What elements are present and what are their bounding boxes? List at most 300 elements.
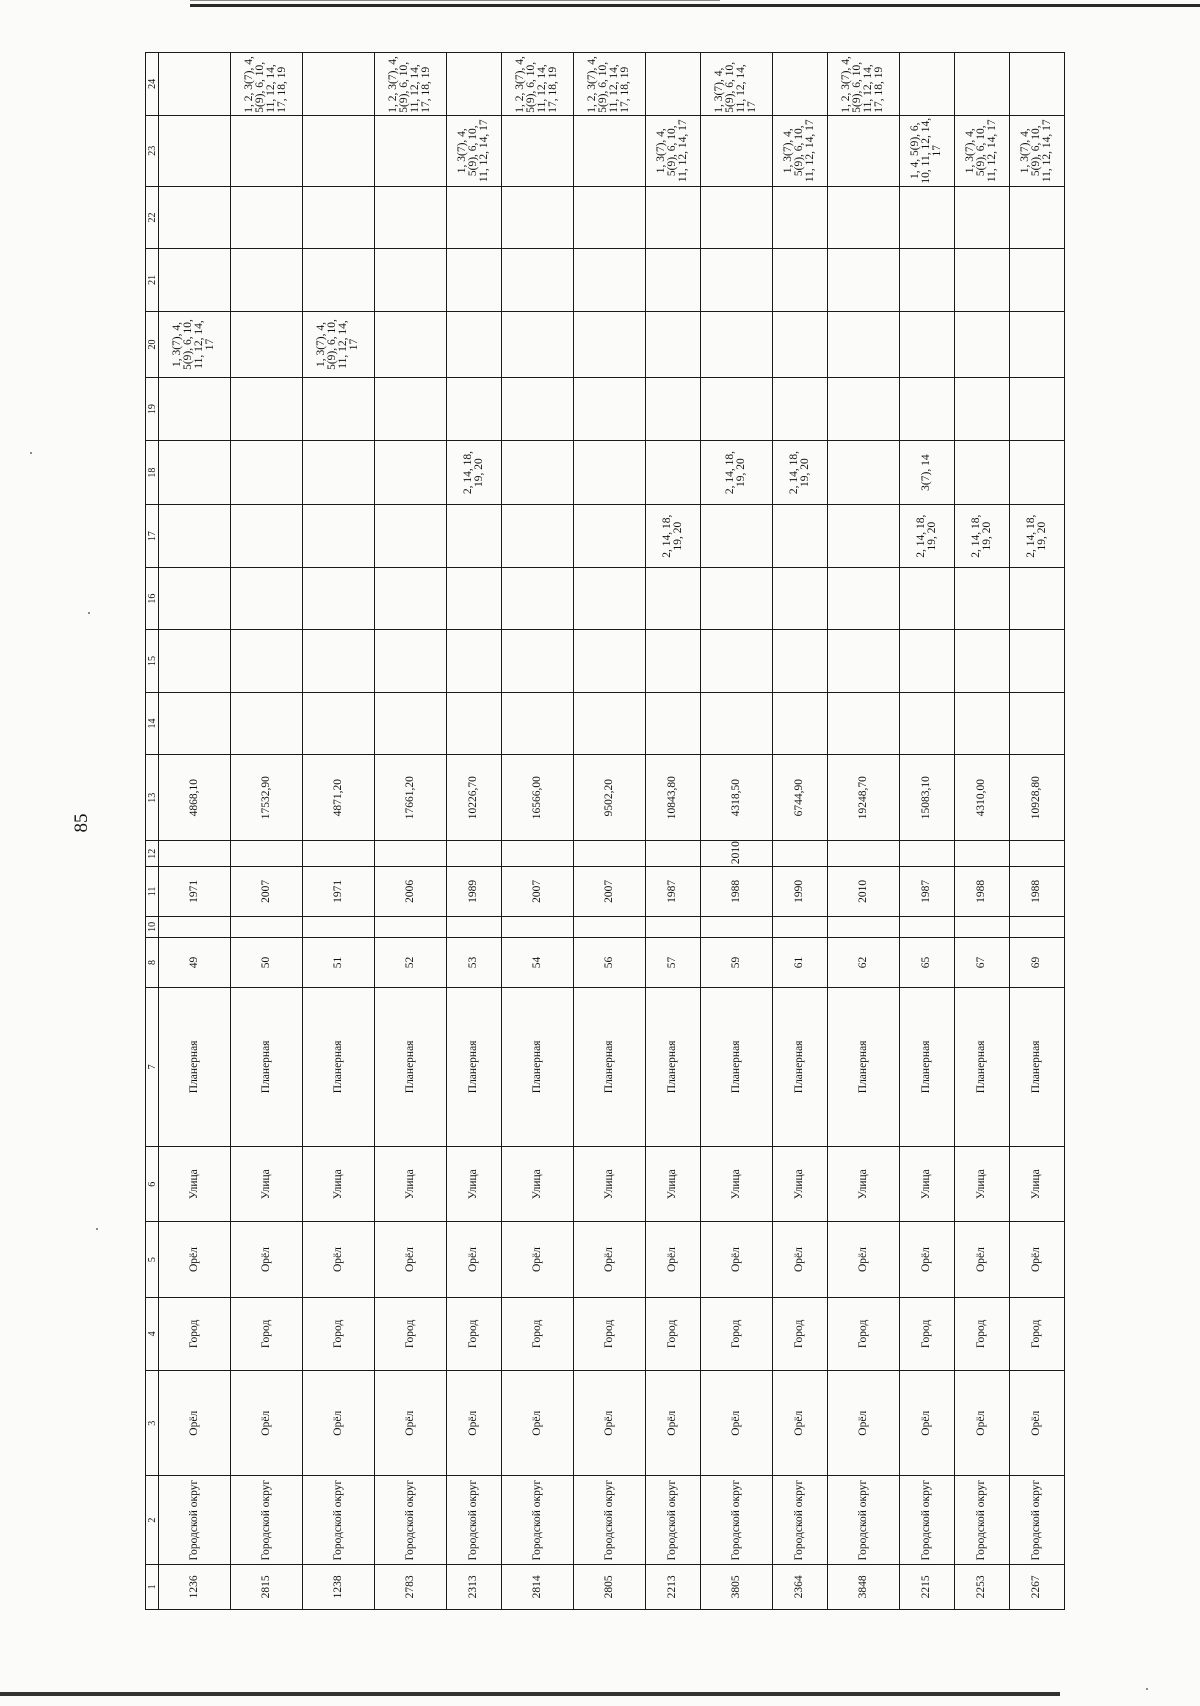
table-cell [573,841,645,867]
table-cell: Планерная [700,987,772,1146]
column-header: 11 [146,867,159,917]
table-cell: 1987 [899,867,954,917]
table-cell [1009,440,1064,505]
table-cell: Город [573,1297,645,1370]
table-cell: Орёл [1009,1222,1064,1297]
table-cell: 1989 [446,867,501,917]
table-cell: 1, 3(7), 4, 5(9), 6, 10, 11, 12, 14, 17 [645,115,700,186]
table-cell: 2783 [374,1564,446,1609]
table-cell [573,186,645,248]
table-cell [230,115,302,186]
column-header: 4 [146,1297,159,1370]
table-cell [1009,692,1064,754]
table-cell: Планерная [954,987,1009,1146]
table-cell [302,505,374,567]
table-cell [159,505,231,567]
table-cell [827,916,899,938]
table-cell [1009,841,1064,867]
table-cell [954,440,1009,505]
column-header: 14 [146,692,159,754]
table-cell [501,841,573,867]
table-cell [772,311,827,378]
table-cell: 3(7), 14 [899,440,954,505]
table-cell: Городской округ [501,1476,573,1564]
table-cell: Городской округ [827,1476,899,1564]
table-cell: 1, 2, 3(7), 4, 5(9), 6, 10, 11, 12, 14, 17, 18, 19 [501,53,573,116]
table-cell: 53 [446,938,501,988]
table-cell [446,630,501,692]
column-header: 18 [146,440,159,505]
table-cell: 62 [827,938,899,988]
column-header: 20 [146,311,159,378]
table-cell: Планерная [230,987,302,1146]
table-cell [954,249,1009,311]
table-cell: 10226,70 [446,755,501,841]
table-cell [645,249,700,311]
table-cell [827,115,899,186]
table-cell [230,630,302,692]
table-cell [700,249,772,311]
table-row [899,53,954,1610]
table-cell: 1, 3(7), 4, 5(9), 6, 10, 11, 12, 14, 17 [446,115,501,186]
table-cell [827,311,899,378]
table-cell: Улица [827,1147,899,1222]
table-cell: 51 [302,938,374,988]
table-cell: Город [1009,1297,1064,1370]
table-cell [700,186,772,248]
table-cell [374,186,446,248]
table-cell [501,115,573,186]
table-cell [1009,311,1064,378]
table-cell: Орёл [954,1370,1009,1476]
table-cell [374,630,446,692]
table-cell: Город [772,1297,827,1370]
column-header: 3 [146,1370,159,1476]
table-cell [374,567,446,629]
table-cell [501,311,573,378]
column-header: 19 [146,378,159,440]
table-cell: Улица [645,1147,700,1222]
table-cell [1009,567,1064,629]
table-cell [446,567,501,629]
column-header: 13 [146,755,159,841]
table-cell [827,567,899,629]
table-cell: 4310,00 [954,755,1009,841]
scan-edge-line [0,1692,1060,1696]
table-cell: Орёл [302,1222,374,1297]
table-cell: 3805 [700,1564,772,1609]
table-cell [302,115,374,186]
table-cell [772,630,827,692]
table-cell: Улица [501,1147,573,1222]
table-cell [772,186,827,248]
table-cell [230,378,302,440]
table-cell: 59 [700,938,772,988]
table-cell [827,630,899,692]
table-cell [446,692,501,754]
table-cell [645,311,700,378]
table-cell: 1, 2, 3(7), 4, 5(9), 6, 10, 11, 12, 14, 17, 18, 19 [573,53,645,116]
table-cell [159,378,231,440]
table-cell: 15083,10 [899,755,954,841]
table-cell [446,841,501,867]
table-cell [645,186,700,248]
table-cell [374,692,446,754]
table-cell [645,841,700,867]
table-cell [159,440,231,505]
table-cell [1009,916,1064,938]
table-cell [1009,186,1064,248]
table-cell: 65 [899,938,954,988]
table-cell: Город [230,1297,302,1370]
table-cell: 2007 [573,867,645,917]
table-cell [230,505,302,567]
table-cell: 1, 3(7), 4, 5(9), 6, 10, 11, 12, 14, 17 [772,115,827,186]
table-cell [446,186,501,248]
table-cell: 1, 3(7), 4, 5(9), 6, 10, 11, 12, 14, 17 [302,311,374,378]
table-cell: 9502,20 [573,755,645,841]
table-cell [645,378,700,440]
column-header: 21 [146,249,159,311]
table-cell: Орёл [230,1222,302,1297]
table-cell [700,630,772,692]
table-cell: 1, 4, 5(9), 6, 10, 11, 12, 14, 17 [899,115,954,186]
column-header: 2 [146,1476,159,1564]
table-cell [899,311,954,378]
table-cell: Планерная [573,987,645,1146]
table-cell [302,692,374,754]
table-cell [302,841,374,867]
table-cell [899,692,954,754]
table-cell [159,916,231,938]
table-cell: Орёл [700,1222,772,1297]
table-cell [827,378,899,440]
scan-speck [30,452,32,454]
table-cell [302,916,374,938]
table-cell: 2805 [573,1564,645,1609]
table-cell [899,567,954,629]
table-cell [954,311,1009,378]
table-cell: Орёл [645,1370,700,1476]
table-cell [230,916,302,938]
table-cell [700,311,772,378]
table-cell: 49 [159,938,231,988]
table-row [954,53,1009,1610]
table-row [827,53,899,1610]
table-cell [954,186,1009,248]
table-cell: 17532,90 [230,755,302,841]
table-cell [827,505,899,567]
table-cell [772,249,827,311]
table-cell [645,916,700,938]
table-cell: 2364 [772,1564,827,1609]
table-cell: 1238 [302,1564,374,1609]
table-cell [954,378,1009,440]
scan-speck [1146,1688,1148,1690]
table-cell: Улица [700,1147,772,1222]
table-cell [772,567,827,629]
table-cell: Орёл [501,1370,573,1476]
table-cell [772,916,827,938]
table-cell: Город [159,1297,231,1370]
table-row [645,53,700,1610]
column-header: 17 [146,505,159,567]
table-cell [772,841,827,867]
table-cell [230,841,302,867]
table-cell [159,186,231,248]
column-header: 10 [146,916,159,938]
table-cell [700,378,772,440]
table-cell [374,505,446,567]
table-cell [501,186,573,248]
table-cell: Орёл [159,1370,231,1476]
table-cell [954,916,1009,938]
table-cell [573,692,645,754]
table-cell: 4868,10 [159,755,231,841]
column-header: 16 [146,567,159,629]
table-cell: 3848 [827,1564,899,1609]
table-cell [954,692,1009,754]
table-cell: Городской округ [954,1476,1009,1564]
table-cell: 2, 14, 18, 19, 20 [645,505,700,567]
table-cell [302,630,374,692]
table-cell: 2253 [954,1564,1009,1609]
table-cell: 2010 [827,867,899,917]
column-header: 23 [146,115,159,186]
table-cell: Улица [302,1147,374,1222]
table-row [772,53,827,1610]
table-cell [302,53,374,116]
table-cell: Город [645,1297,700,1370]
table-cell [700,692,772,754]
table-cell: 69 [1009,938,1064,988]
table-cell: 1988 [1009,867,1064,917]
table-cell: Городской округ [1009,1476,1064,1564]
table-cell: 17661,20 [374,755,446,841]
table-cell [899,249,954,311]
table-row [1009,53,1064,1610]
table-cell [501,505,573,567]
table-row [700,53,772,1610]
column-header: 12 [146,841,159,867]
table-cell: Город [501,1297,573,1370]
table-cell [827,692,899,754]
scan-speck [88,612,90,614]
table-cell [645,692,700,754]
table-cell: 2, 14, 18, 19, 20 [772,440,827,505]
table-cell: 2007 [230,867,302,917]
table-cell: Улица [899,1147,954,1222]
table-cell: Планерная [827,987,899,1146]
table-cell: 19248,70 [827,755,899,841]
table-cell: Город [302,1297,374,1370]
table-cell [374,916,446,938]
table-cell [899,916,954,938]
table-cell [573,505,645,567]
table-cell [230,440,302,505]
table-cell [899,186,954,248]
table-cell: Планерная [374,987,446,1146]
table-cell: 2313 [446,1564,501,1609]
table-cell: 1, 2, 3(7), 4, 5(9), 6, 10, 11, 12, 14, 17, 18, 19 [827,53,899,116]
table-cell [700,567,772,629]
table-cell [827,440,899,505]
table-cell [573,249,645,311]
table-cell [573,567,645,629]
table-cell: 1, 3(7), 4, 5(9), 6, 10, 11, 12, 14, 17 [1009,115,1064,186]
table-cell: Город [899,1297,954,1370]
table-cell: Город [700,1297,772,1370]
table-cell [645,630,700,692]
table-row [446,53,501,1610]
table-cell: Городской округ [230,1476,302,1564]
table-cell [230,311,302,378]
table-cell: Городской округ [159,1476,231,1564]
table-cell [501,378,573,440]
table-cell: Орёл [374,1222,446,1297]
table-cell [230,249,302,311]
table-cell [159,115,231,186]
table-cell [573,440,645,505]
table-cell: Орёл [501,1222,573,1297]
table-cell [954,841,1009,867]
table-cell: 4871,20 [302,755,374,841]
column-header: 8 [146,938,159,988]
table-cell [1009,53,1064,116]
table-cell: Городской округ [899,1476,954,1564]
table-cell: Город [827,1297,899,1370]
table-cell: 50 [230,938,302,988]
table-cell: Орёл [700,1370,772,1476]
table-cell [573,378,645,440]
table-cell [446,53,501,116]
table-cell [159,249,231,311]
table-cell: Орёл [446,1222,501,1297]
table-cell: Планерная [645,987,700,1146]
table-body [159,53,1065,1610]
table-cell: Планерная [501,987,573,1146]
table-cell [302,378,374,440]
table-cell: 2, 14, 18, 19, 20 [899,505,954,567]
table-cell: 1, 2, 3(7), 4, 5(9), 6, 10, 11, 12, 14, 17, 18, 19 [374,53,446,116]
table-cell [772,53,827,116]
table-cell: 6744,90 [772,755,827,841]
table-cell: Улица [1009,1147,1064,1222]
table-cell [159,841,231,867]
table-cell [573,916,645,938]
table-cell: Планерная [159,987,231,1146]
table-row [501,53,573,1610]
table-cell [899,630,954,692]
table-cell: Орёл [772,1370,827,1476]
table-cell: Орёл [1009,1370,1064,1476]
table-cell: 2814 [501,1564,573,1609]
table-cell: 1, 3(7), 4, 5(9), 6, 10, 11, 12, 14, 17 [159,311,231,378]
table-cell: Орёл [827,1222,899,1297]
table-cell [501,249,573,311]
table-cell: 1, 3(7), 4, 5(9), 6, 10, 11, 12, 14, 17 [954,115,1009,186]
table-row [374,53,446,1610]
table-cell: 1990 [772,867,827,917]
table-cell: 56 [573,938,645,988]
table-cell [374,115,446,186]
table-cell [772,505,827,567]
table-cell: Планерная [302,987,374,1146]
table-cell: 10928,80 [1009,755,1064,841]
table-cell [302,249,374,311]
table-row [159,53,231,1610]
table-cell [827,186,899,248]
table-cell [899,378,954,440]
table-cell: 2, 14, 18, 19, 20 [954,505,1009,567]
table-cell [1009,378,1064,440]
table-cell: 16566,00 [501,755,573,841]
table-cell [446,311,501,378]
table-cell [230,567,302,629]
column-header: 22 [146,186,159,248]
table-cell: 2, 14, 18, 19, 20 [446,440,501,505]
table-cell: Городской округ [573,1476,645,1564]
table-cell: 1971 [159,867,231,917]
table-cell [230,692,302,754]
document-table-container [145,52,1065,1610]
table-cell [446,505,501,567]
table-cell: 2815 [230,1564,302,1609]
table-cell [302,567,374,629]
scan-speck [96,1228,98,1230]
table-cell: Орёл [772,1222,827,1297]
table-cell: 1988 [700,867,772,917]
table-cell [954,53,1009,116]
table-cell [899,53,954,116]
table-cell: 2215 [899,1564,954,1609]
table-cell: Город [446,1297,501,1370]
table-cell: 2010 [700,841,772,867]
table-cell [302,186,374,248]
table-cell [501,630,573,692]
page-number: 85 [71,813,92,833]
table-cell: 2267 [1009,1564,1064,1609]
table-cell [446,249,501,311]
table-cell: 4318,50 [700,755,772,841]
table-cell: 52 [374,938,446,988]
table-cell [573,311,645,378]
table-cell [954,567,1009,629]
table-cell [827,249,899,311]
scan-artifact-line [190,0,720,1]
table-cell: Орёл [573,1222,645,1297]
table-cell: Орёл [159,1222,231,1297]
table-cell: 1987 [645,867,700,917]
header-row [146,53,159,1610]
table-cell: Городской округ [645,1476,700,1564]
table-cell [573,115,645,186]
table-cell: 2, 14, 18, 19, 20 [1009,505,1064,567]
table-cell: Орёл [954,1222,1009,1297]
table-cell: Улица [446,1147,501,1222]
table-cell [772,692,827,754]
table-cell: 2213 [645,1564,700,1609]
table-cell: Планерная [1009,987,1064,1146]
table-cell: Планерная [772,987,827,1146]
table-cell: 57 [645,938,700,988]
table-cell [374,440,446,505]
table-cell: Улица [159,1147,231,1222]
table-cell: Планерная [899,987,954,1146]
table-cell [374,378,446,440]
table-cell: Орёл [374,1370,446,1476]
table-cell: Городской округ [772,1476,827,1564]
